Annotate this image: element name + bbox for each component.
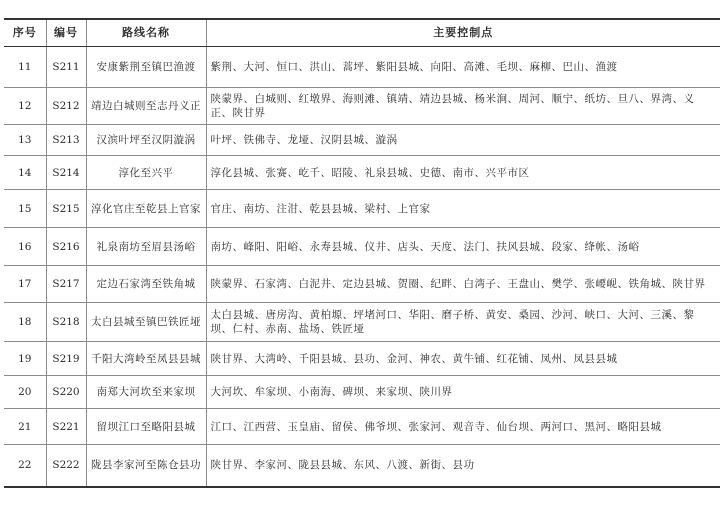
row-route-name: 陇县李家河至陈仓县功 <box>86 445 206 487</box>
row-control-points: 淳化县城、张赛、屹千、昭陵、礼泉县城、史德、南市、兴平市区 <box>206 156 720 190</box>
row-serial-number: 19 <box>4 342 46 376</box>
row-control-points: 紫荆、大河、恒口、洪山、蒿坪、紫阳县城、向阳、高滩、毛坝、麻柳、巴山、渔渡 <box>206 47 720 88</box>
row-control-points: 大河坎、牟家坝、小南海、碑坝、来家坝、陕川界 <box>206 376 720 409</box>
row-control-points: 陕蒙界、白城则、红墩界、海则滩、镇靖、靖边县城、杨米涧、周河、顺宁、纸坊、旦八、界湾、义正、陕甘界 <box>206 88 720 125</box>
row-route-code: S221 <box>46 409 86 445</box>
header-serial-number: 序号 <box>4 19 46 47</box>
row-route-name: 南郑大河坎至来家坝 <box>86 376 206 409</box>
row-control-points: 太白县城、唐房沟、黄柏塬、坪堵河口、华阳、磨子桥、黄安、桑园、沙河、峡口、大河、三溪、黎坝、仁村、赤南、盐场、铁匠垭 <box>206 303 720 342</box>
row-serial-number: 21 <box>4 409 46 445</box>
row-serial-number: 11 <box>4 47 46 88</box>
row-route-code: S222 <box>46 445 86 487</box>
row-route-code: S217 <box>46 266 86 303</box>
row-route-code: S215 <box>46 190 86 228</box>
table-row <box>4 228 720 266</box>
row-route-code: S219 <box>46 342 86 376</box>
table-row <box>4 266 720 303</box>
row-control-points: 官庄、南坊、注泔、乾县县城、梁村、上官家 <box>206 190 720 228</box>
header-control-points: 主要控制点 <box>206 19 720 47</box>
header-route-name: 路线名称 <box>86 19 206 47</box>
route-control-points-table <box>4 18 720 488</box>
row-route-name: 留坝江口至略阳县城 <box>86 409 206 445</box>
table-row <box>4 303 720 342</box>
table-row <box>4 190 720 228</box>
row-control-points: 陕蒙界、石家湾、白泥井、定边县城、贺圈、纪畔、白湾子、王盘山、樊学、张崾岘、铁角城、陕甘界 <box>206 266 720 303</box>
row-route-name: 淳化官庄至乾县上官家 <box>86 190 206 228</box>
row-serial-number: 12 <box>4 88 46 125</box>
row-control-points: 叶坪、铁佛寺、龙垭、汉阴县城、漩涡 <box>206 125 720 156</box>
table-row <box>4 88 720 125</box>
row-route-name: 淳化至兴平 <box>86 156 206 190</box>
table-row <box>4 156 720 190</box>
table-row <box>4 342 720 376</box>
header-row <box>4 19 720 47</box>
row-control-points: 陕甘界、李家河、陇县县城、东风、八渡、新街、县功 <box>206 445 720 487</box>
table-row <box>4 445 720 487</box>
row-serial-number: 22 <box>4 445 46 487</box>
table-body <box>4 47 720 487</box>
table-row <box>4 47 720 88</box>
row-control-points: 江口、江西营、玉皇庙、留侯、佛爷坝、张家河、观音寺、仙台坝、两河口、黑河、略阳县城 <box>206 409 720 445</box>
row-route-name: 定边石家湾至铁角城 <box>86 266 206 303</box>
row-route-name: 千阳大湾岭至凤县县城 <box>86 342 206 376</box>
row-route-name: 汉滨叶坪至汉阴漩涡 <box>86 125 206 156</box>
table-row <box>4 409 720 445</box>
row-serial-number: 16 <box>4 228 46 266</box>
header-code: 编号 <box>46 19 86 47</box>
row-route-name: 靖边白城则至志丹义正 <box>86 88 206 125</box>
row-route-code: S213 <box>46 125 86 156</box>
row-route-code: S212 <box>46 88 86 125</box>
row-serial-number: 15 <box>4 190 46 228</box>
row-serial-number: 18 <box>4 303 46 342</box>
row-serial-number: 17 <box>4 266 46 303</box>
row-route-code: S214 <box>46 156 86 190</box>
row-serial-number: 14 <box>4 156 46 190</box>
row-serial-number: 13 <box>4 125 46 156</box>
row-serial-number: 20 <box>4 376 46 409</box>
row-route-name: 太白县城至镇巴铁匠垭 <box>86 303 206 342</box>
table-row <box>4 125 720 156</box>
row-route-name: 礼泉南坊至眉县汤峪 <box>86 228 206 266</box>
table-row <box>4 376 720 409</box>
row-route-code: S216 <box>46 228 86 266</box>
row-route-code: S211 <box>46 47 86 88</box>
row-control-points: 南坊、峰阳、阳峪、永寿县城、仪井、店头、天度、法门、扶风县城、段家、绛帐、汤峪 <box>206 228 720 266</box>
row-control-points: 陕甘界、大湾岭、千阳县城、县功、金河、神农、黄牛铺、红花铺、凤州、凤县县城 <box>206 342 720 376</box>
row-route-name: 安康紫荆至镇巴渔渡 <box>86 47 206 88</box>
row-route-code: S218 <box>46 303 86 342</box>
row-route-code: S220 <box>46 376 86 409</box>
